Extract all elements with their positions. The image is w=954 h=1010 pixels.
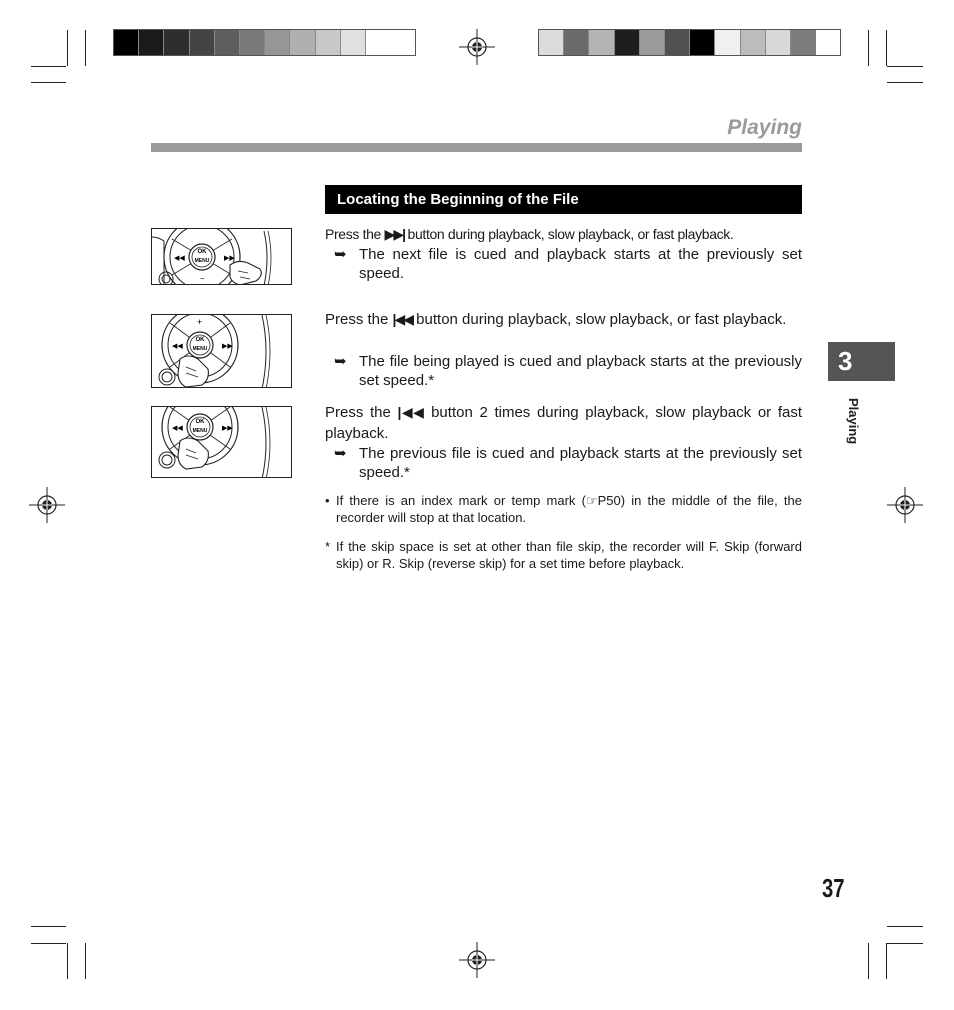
section-rule bbox=[151, 143, 802, 152]
svg-text:MENU: MENU bbox=[194, 258, 210, 264]
recorder-illustration-forward bbox=[151, 228, 292, 285]
recorder-illustration-rewind bbox=[151, 314, 292, 388]
svg-text:▶▶: ▶▶ bbox=[222, 425, 233, 432]
note-item: • If there is an index mark or temp mark (☞P50) in the middle of the file, the recorder will stop at that location. bbox=[325, 493, 802, 525]
subsection-heading: Locating the Beginning of the File bbox=[325, 185, 802, 214]
chapter-tab: 3 bbox=[828, 342, 895, 381]
rewind-skip-icon: |◀◀ bbox=[397, 404, 425, 420]
color-swatch bbox=[589, 30, 614, 55]
color-bar-left bbox=[113, 29, 416, 56]
color-swatch bbox=[265, 30, 290, 55]
svg-text:OK: OK bbox=[195, 337, 205, 343]
color-swatch bbox=[190, 30, 215, 55]
color-swatch bbox=[164, 30, 189, 55]
color-swatch bbox=[290, 30, 315, 55]
svg-text:◀◀: ◀◀ bbox=[172, 343, 183, 350]
color-swatch bbox=[615, 30, 640, 55]
chapter-side-label: Playing bbox=[846, 398, 861, 445]
page-number: 37 bbox=[822, 873, 845, 903]
registration-mark-icon bbox=[459, 29, 495, 65]
svg-text:▶▶: ▶▶ bbox=[224, 255, 235, 262]
section-title: Playing bbox=[727, 116, 802, 139]
color-swatch bbox=[741, 30, 766, 55]
color-swatch bbox=[690, 30, 715, 55]
color-swatch bbox=[366, 30, 391, 55]
svg-text:OK: OK bbox=[195, 419, 205, 425]
color-swatch bbox=[715, 30, 740, 55]
color-swatch bbox=[791, 30, 816, 55]
color-swatch bbox=[114, 30, 139, 55]
chapter-side-label-wrap bbox=[846, 398, 862, 458]
result-arrow-icon: ➥ bbox=[334, 246, 347, 263]
color-swatch bbox=[665, 30, 690, 55]
step-instruction: Press the |◀◀ button 2 times during playback, slow playback or fast playback. bbox=[325, 404, 802, 442]
result-arrow-icon: ➥ bbox=[334, 445, 347, 462]
svg-text:MENU: MENU bbox=[192, 428, 208, 434]
step-result: ➥ The file being played is cued and playback starts at the previously set speed.* bbox=[334, 353, 802, 389]
color-swatch bbox=[766, 30, 791, 55]
color-swatch bbox=[539, 30, 564, 55]
svg-text:OK: OK bbox=[197, 249, 207, 255]
step-result: ➥ The next file is cued and playback starts at the previously set speed. bbox=[334, 246, 802, 282]
fast-forward-skip-icon: ▶▶| bbox=[384, 226, 404, 242]
rewind-skip-icon: |◀◀ bbox=[392, 311, 412, 327]
svg-text:◀◀: ◀◀ bbox=[172, 425, 183, 432]
color-swatch bbox=[139, 30, 164, 55]
color-swatch bbox=[640, 30, 665, 55]
color-bar-right bbox=[538, 29, 841, 56]
svg-text:+: + bbox=[197, 317, 203, 327]
svg-text:−: − bbox=[200, 274, 205, 283]
step-instruction: Press the ▶▶| button during playback, slow playback, or fast playback. bbox=[325, 226, 734, 242]
note-item: * If the skip space is set at other than file skip, the recorder will F. Skip (forward skip) or R. Skip (reverse skip) for a set time before playback. bbox=[325, 539, 802, 571]
step-instruction: Press the |◀◀ button during playback, slow playback, or fast playback. bbox=[325, 311, 787, 328]
color-swatch bbox=[240, 30, 265, 55]
svg-text:▶▶: ▶▶ bbox=[222, 343, 233, 350]
color-swatch bbox=[341, 30, 366, 55]
color-swatch bbox=[316, 30, 341, 55]
svg-text:MENU: MENU bbox=[192, 346, 208, 352]
registration-mark-icon bbox=[459, 942, 495, 978]
svg-text:◀◀: ◀◀ bbox=[174, 255, 185, 262]
step-result: ➥ The previous file is cued and playback starts at the previously set speed.* bbox=[334, 445, 802, 481]
registration-mark-icon bbox=[887, 487, 923, 523]
result-arrow-icon: ➥ bbox=[334, 353, 347, 370]
color-swatch bbox=[564, 30, 589, 55]
recorder-illustration-rewind-twice bbox=[151, 406, 292, 478]
registration-mark-icon bbox=[29, 487, 65, 523]
color-swatch bbox=[215, 30, 240, 55]
